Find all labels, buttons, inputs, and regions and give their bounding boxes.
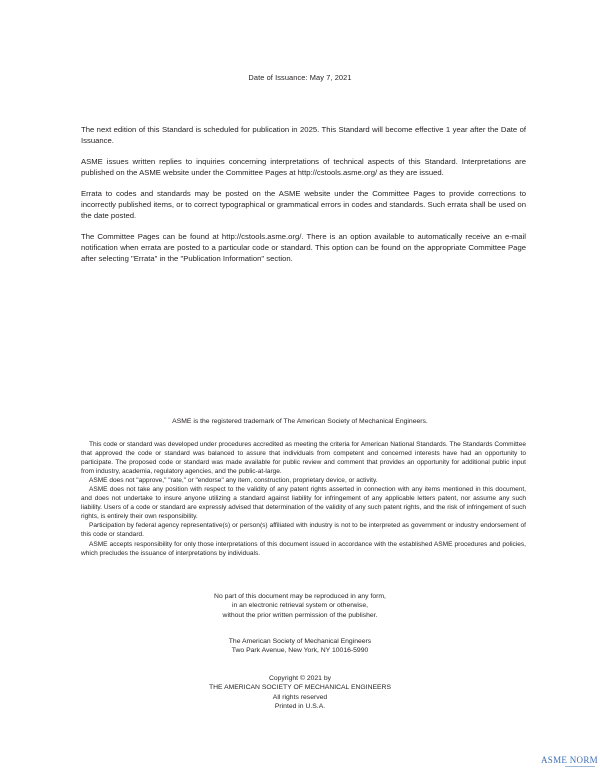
interpretations-responsibility-paragraph: ASME accepts responsibility for only those interpretations of this document issued in accordance with the established ASME procedures and policies, which precludes the issuance of interpretations by individuals. (81, 540, 526, 557)
interpretations-paragraph: ASME issues written replies to inquiries concerning interpretations of technical aspects of this Standard. Interpretations are published on the ASME website under the Committee Pages at http://cstools.asme.org/ as they are issued. (81, 157, 526, 177)
next-edition-paragraph: The next edition of this Standard is scheduled for publication in 2025. This Standard will become effective 1 year after the Date of Issuance. (81, 125, 526, 145)
legal-notices (81, 440, 526, 558)
federal-participation-paragraph: Participation by federal agency representative(s) or person(s) affiliated with industry is not to be interpreted as government or industry endorsement of this code or standard. (81, 522, 526, 539)
publisher-name: The American Society of Mechanical Engineers (228, 638, 372, 645)
copyright-line: Copyright © 2021 by (268, 675, 332, 682)
accreditation-paragraph: This code or standard was developed under procedures accredited as meeting the criteria for American National Standards. The Standards Committee that approved the code or standard was balanced to assure that individuals from competent and concerned interests have had an opportunity to participate. The proposed code or standard was made available for public review and comment that provides an opportunity for additional public input from industry, academia, regulatory agencies, and the public-at-large. (81, 441, 526, 476)
watermark-logo (541, 755, 597, 771)
trademark-notice: ASME is the registered trademark of The American Society of Mechanical Engineers. (172, 418, 428, 425)
watermark-text: ASME NORM (541, 755, 598, 765)
reproduction-line: without the prior written permission of the publisher. (222, 611, 378, 619)
watermark-underline (565, 766, 595, 767)
publisher-address (0, 637, 600, 656)
patent-paragraph: ASME does not take any position with respect to the validity of any patent rights asserted in connection with any items mentioned in this document, and does not undertake to insure anyone utilizing a standard against liability for infringement of any applicable letters patent, nor assume any such liability. Users of a code or standard are expressly advised that determination of the validity of any such patent rights, and the risk of infringement of such rights, is entirely their own responsibility. (81, 486, 526, 521)
rights-reserved: All rights reserved (272, 693, 328, 701)
reproduction-notice (0, 592, 600, 620)
publisher-street: Two Park Avenue, New York, NY 10016-5990 (231, 647, 369, 655)
reproduction-line: No part of this document may be reproduced in any form, (214, 593, 386, 600)
approval-paragraph: ASME does not "approve," "rate," or "endorse" any item, construction, proprietary device, or activity. (89, 477, 378, 485)
copyright-holder: THE AMERICAN SOCIETY OF MECHANICAL ENGINEERS (208, 684, 392, 692)
copyright-block (0, 674, 600, 711)
reproduction-line: in an electronic retrieval system or otherwise, (232, 602, 368, 610)
edition-notices (81, 125, 526, 275)
printed-in: Printed in U.S.A. (274, 702, 326, 710)
errata-paragraph: Errata to codes and standards may be posted on the ASME website under the Committee Pages to provide corrections to incorrectly published items, or to correct typographical or grammatical errors in codes and standards. Such errata shall be used on the date posted. (81, 189, 526, 220)
committee-pages-paragraph: The Committee Pages can be found at http://cstools.asme.org/. There is an option available to automatically receive an e-mail notification when errata are posted to a particular code or standard. This option can be found on the appropriate Committee Page after selecting "Errata" in the "Publication Information" section. (81, 231, 526, 263)
date-of-issuance: Date of Issuance: May 7, 2021 (248, 73, 352, 82)
